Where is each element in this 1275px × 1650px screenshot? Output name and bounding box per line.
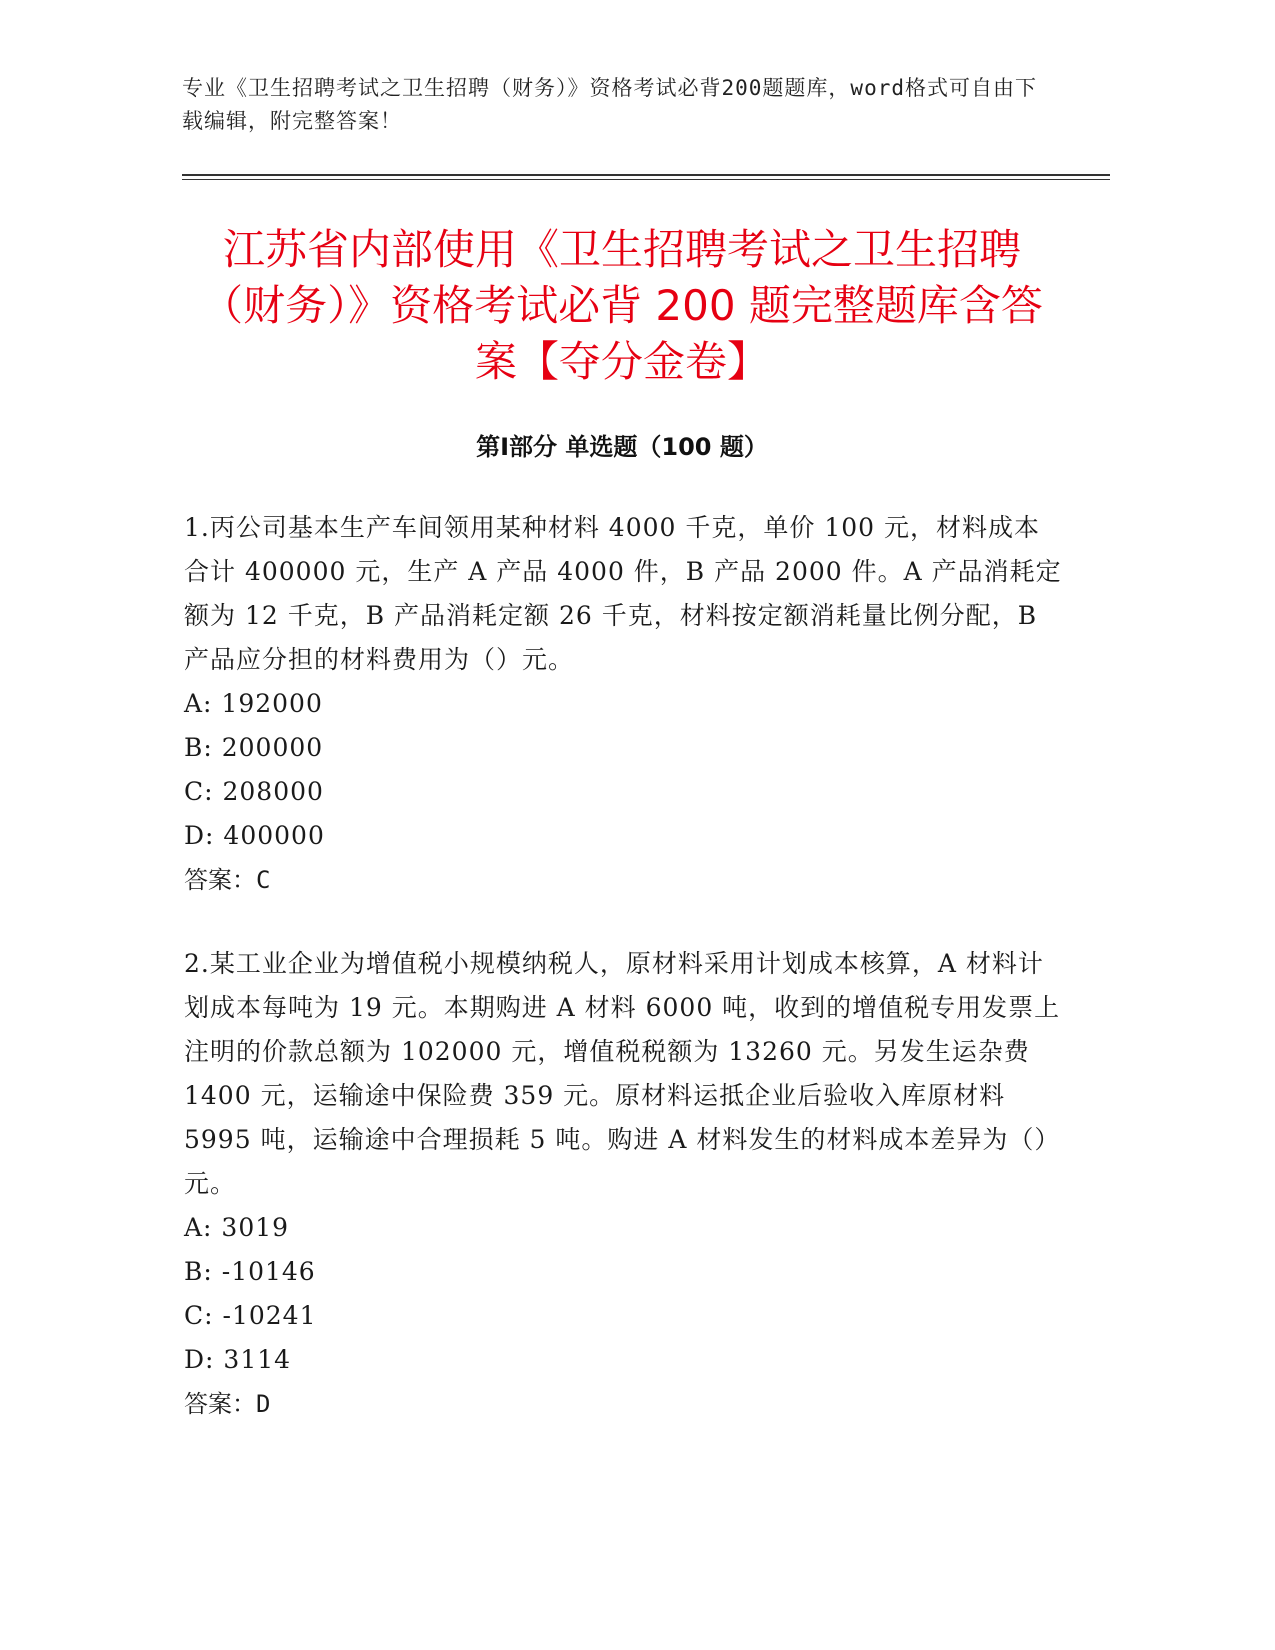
question-stem: 1.丙公司基本生产车间领用某种材料 4000 千克，单价 100 元，材料成本合计 400000 元，生产 A 产品 4000 件，B 产品 2000 件。A 产品消耗定额为 12 千克，B 产品消耗定额 26 千克，材料按定额消耗量比例分配，B 产品应分担的材料费用为（）元。 bbox=[184, 513, 1062, 674]
question-1 bbox=[184, 506, 1064, 902]
option-d: D: 3114 bbox=[184, 1345, 292, 1374]
option-a: A: 192000 bbox=[184, 689, 323, 718]
answer: 答案：C bbox=[184, 866, 271, 894]
header-note: 专业《卫生招聘考试之卫生招聘（财务）》资格考试必背200题题库，word格式可自由下载编辑，附完整答案！ bbox=[182, 76, 1037, 133]
question-2 bbox=[184, 942, 1064, 1426]
option-c: C: 208000 bbox=[184, 777, 324, 806]
section-title: 第Ⅰ部分 单选题（100 题） bbox=[476, 433, 768, 461]
answer: 答案：D bbox=[184, 1390, 271, 1418]
option-b: B: 200000 bbox=[184, 733, 324, 762]
option-d: D: 400000 bbox=[184, 821, 325, 850]
option-c: C: -10241 bbox=[184, 1301, 317, 1330]
option-b: B: -10146 bbox=[184, 1257, 316, 1286]
header-divider-thin bbox=[182, 179, 1110, 180]
document-title: 江苏省内部使用《卫生招聘考试之卫生招聘（财务）》资格考试必背 200 题完整题库含答案【夺分金卷】 bbox=[201, 225, 1043, 386]
header-divider-thick bbox=[182, 174, 1110, 176]
option-a: A: 3019 bbox=[184, 1213, 290, 1242]
question-stem: 2.某工业企业为增值税小规模纳税人，原材料采用计划成本核算，A 材料计划成本每吨为 19 元。本期购进 A 材料 6000 吨，收到的增值税专用发票上注明的价款总额为 102000 元，增值税税额为 13260 元。另发生运杂费 1400 元，运输途中保险费 359 元。原材料运抵企业后验收入库原材料 5995 吨，运输途中合理损耗 5 吨。购进 A 材料发生的材料成本差异为（）元。 bbox=[184, 949, 1061, 1198]
